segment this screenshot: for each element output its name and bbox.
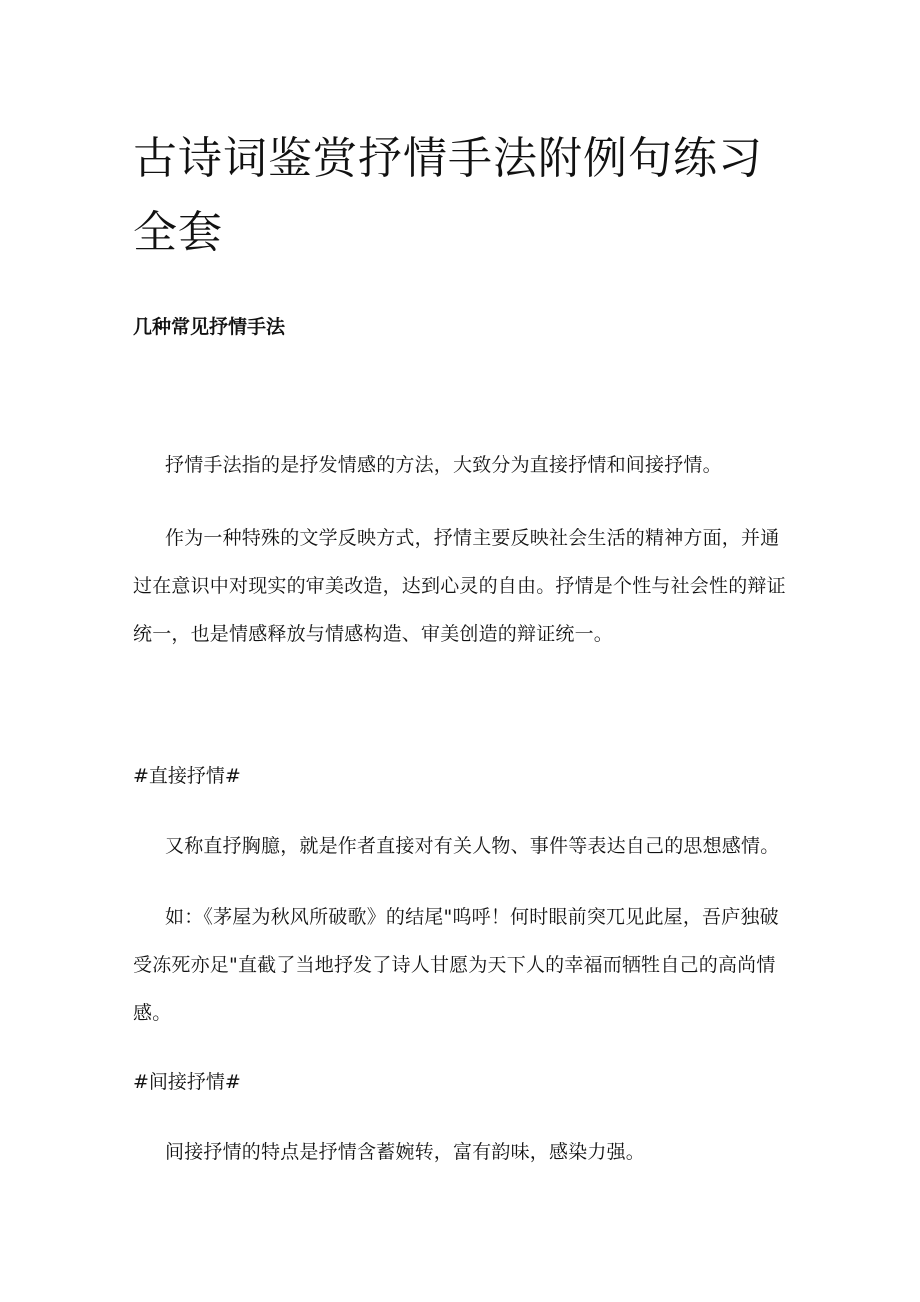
direct-lyric-definition: 又称直抒胸臆，就是作者直接对有关人物、事件等表达自己的思想感情。 (165, 835, 780, 857)
section-subheading: 几种常见抒情手法 (133, 316, 286, 338)
document-title: 古诗词鉴赏抒情手法附例句练习全套 (133, 133, 763, 258)
intro-paragraph-1: 抒情手法指的是抒发情感的方法，大致分为直接抒情和间接抒情。 (165, 454, 722, 476)
indirect-lyric-tag: #间接抒情# (133, 1071, 241, 1093)
indirect-lyric-definition: 间接抒情的特点是抒情含蓄婉转，富有韵味，感染力强。 (165, 1141, 646, 1163)
direct-lyric-example: 如：《茅屋为秋风所破歌》的结尾"呜呼！何时眼前突兀见此屋，吾庐独破受冻死亦足"直截了当地抒发了诗人甘愿为天下人的幸福而牺牲自己的高尚情感。 (133, 906, 779, 1024)
direct-lyric-tag: #直接抒情# (133, 765, 241, 787)
intro-paragraph-2: 作为一种特殊的文学反映方式，抒情主要反映社会生活的精神方面，并通过在意识中对现实的审美改造，达到心灵的自由。抒情是个性与社会性的辩证统一，也是情感释放与情感构造、审美创造的辩证统一。 (133, 527, 786, 645)
